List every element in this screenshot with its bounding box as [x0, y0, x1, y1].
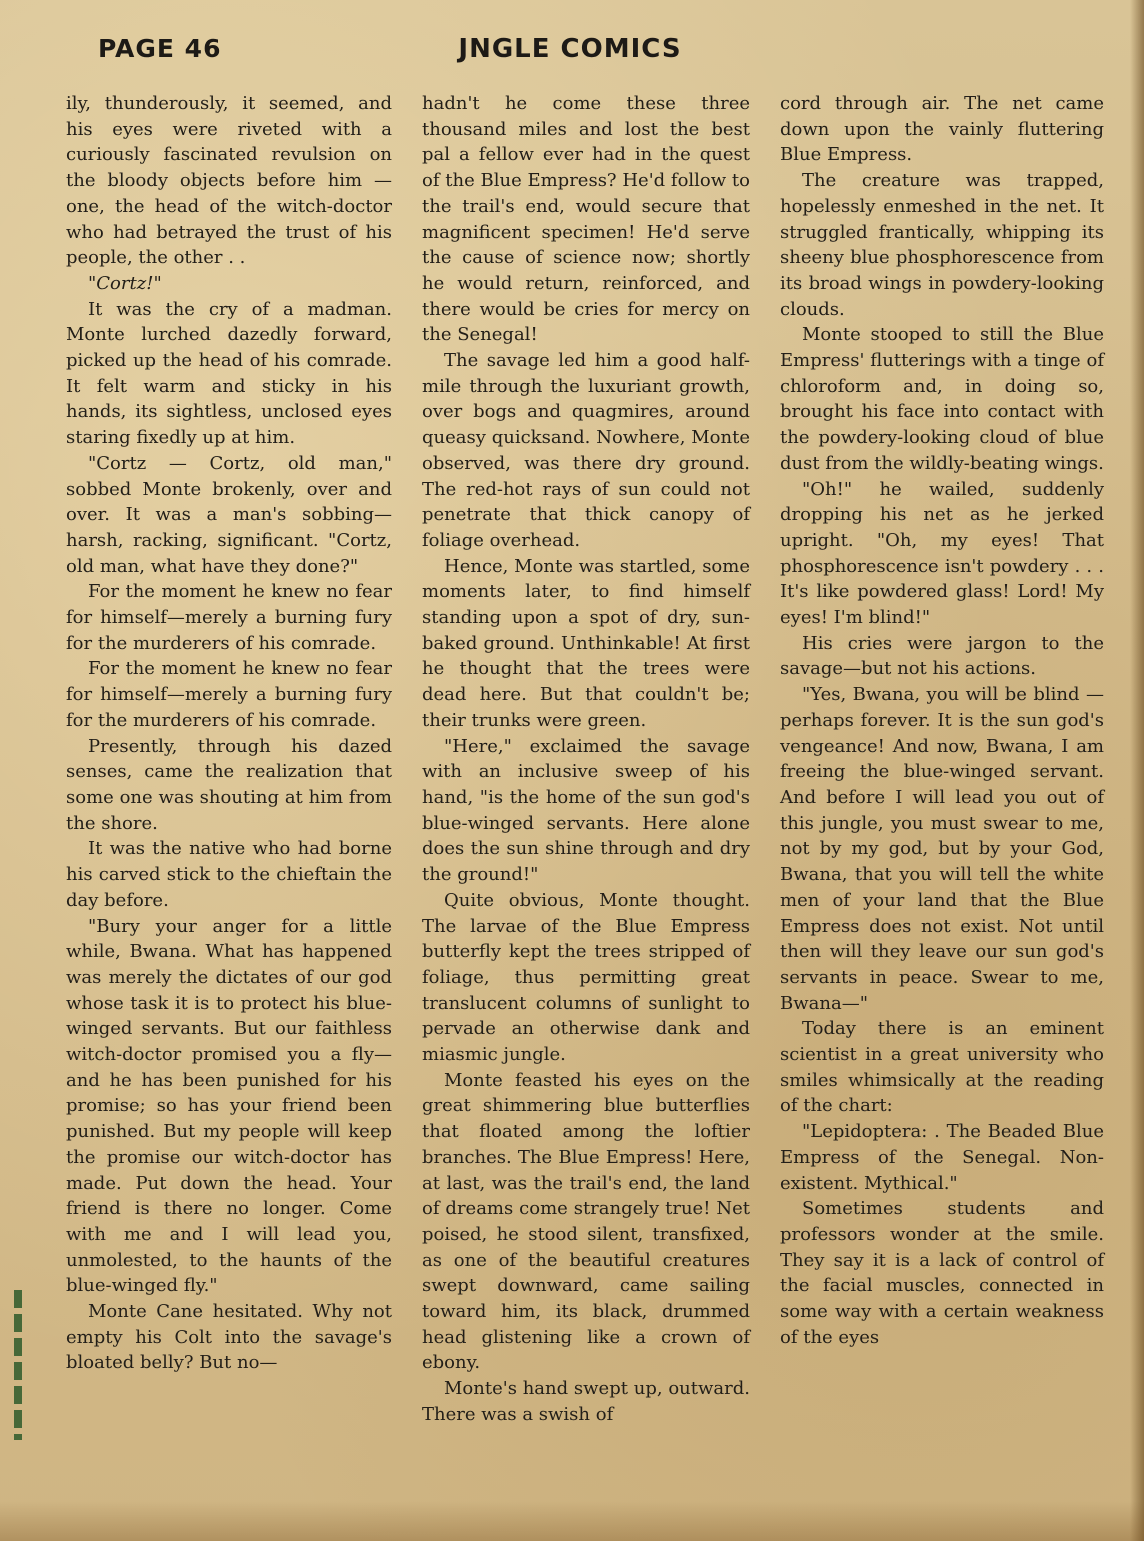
paragraph: Sometimes students and professors wonder at the smile. They say it is a lack of control of the facial muscles, connected in some way with a certain weakness of the eyes	[780, 1198, 1104, 1348]
paragraph: "Cortz — Cortz, old man," sobbed Monte brokenly, over and over. It was a man's sobbing—harsh, racking, significant. "Cortz, old man, what have they done?"	[66, 452, 392, 577]
paragraph: "Cortz!"	[88, 272, 162, 294]
paragraph: The creature was trapped, hopelessly enmeshed in the net. It struggled frantically, whipping its sheeny blue phosphorescence from its broad wings in powdery-looking clouds.	[780, 170, 1104, 320]
binding-tape-mark	[14, 1290, 22, 1440]
paragraph: "Here," exclaimed the savage with an inclusive sweep of his hand, "is the home of the sun god's blue-winged servants. Here alone does the sun shine through and dry the ground!"	[422, 735, 750, 886]
paragraph: Presently, through his dazed senses, came the realization that some one was shouting at him from the shore.	[66, 735, 392, 834]
paragraph: hadn't he come these three thousand miles and lost the best pal a fellow ever had in the quest of the Blue Empress? He'd follow to the trail's end, would secure that magnificent specimen! He'd serve the cause of science now; shortly he would return, reinforced, and there would be cries for mercy on the Senegal!	[422, 93, 750, 346]
paragraph: Monte feasted his eyes on the great shimmering blue butterflies that floated among the loftier branches. The Blue Empress! Here, at last, was the trail's end, the land of dreams come strangely true! Net poised, he stood silent, transfixed, as one of the beautiful creatures swept downward, came sailing toward him, its black, drummed head glistening like a crown of ebony.	[422, 1069, 750, 1374]
paragraph: For the moment he knew no fear for himself—merely a burning fury for the murderers of his comrade.	[66, 658, 392, 731]
page-edge-shadow	[1130, 0, 1144, 1541]
paragraph: Hence, Monte was startled, some moments later, to find himself standing upon a spot of dry, sun-baked ground. Unthinkable! At first he thought that the trees were dead here. But that couldn't be; their trunks were green.	[422, 555, 750, 731]
paragraph: Today there is an eminent scientist in a great university who smiles whimsically at the reading of the chart:	[780, 1018, 1104, 1117]
paragraph: Monte Cane hesitated. Why not empty his Colt into the savage's bloated belly? But no—	[66, 1301, 392, 1374]
paragraph: It was the native who had borne his carved stick to the chieftain the day before.	[66, 838, 392, 911]
magazine-title: JNGLE COMICS	[458, 34, 682, 64]
paragraph: "Oh!" he wailed, suddenly dropping his net as he jerked upright. "Oh, my eyes! That phosphorescence isn't powdery . . . It's like powdered glass! Lord! My eyes! I'm blind!"	[780, 478, 1104, 629]
paragraph: cord through air. The net came down upon the vainly fluttering Blue Empress.	[780, 93, 1104, 166]
paragraph: For the moment he knew no fear for himself—merely a burning fury for the murderers of his comrade.	[66, 581, 392, 654]
paragraph: The savage led him a good half-mile through the luxuriant growth, over bogs and quagmires, around queasy quicksand. Nowhere, Monte observed, was there dry ground. The red-hot rays of sun could not penetrate that thick canopy of foliage overhead.	[422, 350, 750, 551]
text-column-1	[66, 91, 392, 1376]
paragraph: "Bury your anger for a little while, Bwana. What has happened was merely the dictates of our god whose task it is to protect his blue-winged servants. But our faithless witch-doctor promised you a fly—and he has been punished for his promise; so has your friend been punished. But my people will keep the promise our witch-doctor has made. Put down the head. Your friend is there no longer. Come with me and I will lead you, unmolested, to the haunts of the blue-winged fly."	[66, 915, 392, 1297]
page-bottom-shadow	[0, 1501, 1144, 1541]
paragraph: His cries were jargon to the savage—but not his actions.	[780, 632, 1104, 680]
page-number: PAGE 46	[98, 34, 222, 63]
paragraph: "Lepidoptera: . The Beaded Blue Empress of the Senegal. Non-existent. Mythical."	[780, 1121, 1104, 1194]
paragraph: "Yes, Bwana, you will be blind —perhaps forever. It is the sun god's vengeance! And now, Bwana, I am freeing the blue-winged servant. And before I will lead you out of this jungle, you must swear to me, not by my god, but by your God, Bwana, that you will tell the white men of your land that the Blue Empress does not exist. Not until then will they leave our sun god's servants in peace. Swear to me, Bwana—"	[780, 684, 1104, 1014]
paragraph: Monte's hand swept up, outward. There was a swish of	[422, 1378, 750, 1425]
paragraph: ily, thunderously, it seemed, and his eyes were riveted with a curiously fascinated revulsion on the bloody objects before him —one, the head of the witch-doctor who had betrayed the trust of his people, the other . .	[66, 93, 392, 269]
text-column-2	[422, 91, 750, 1428]
paragraph: It was the cry of a madman. Monte lurched dazedly forward, picked up the head of his comrade. It felt warm and sticky in his hands, its sightless, unclosed eyes staring fixedly up at him.	[66, 298, 392, 449]
page-header	[0, 34, 1144, 70]
paragraph: Quite obvious, Monte thought. The larvae of the Blue Empress butterfly kept the trees stripped of foliage, thus permitting great translucent columns of sunlight to pervade an otherwise dank and miasmic jungle.	[422, 889, 750, 1066]
paragraph: Monte stooped to still the Blue Empress' flutterings with a tinge of chloroform and, in doing so, brought his face into contact with the powdery-looking cloud of blue dust from the wildly-beating wings.	[780, 324, 1104, 474]
text-column-3	[780, 91, 1104, 1350]
